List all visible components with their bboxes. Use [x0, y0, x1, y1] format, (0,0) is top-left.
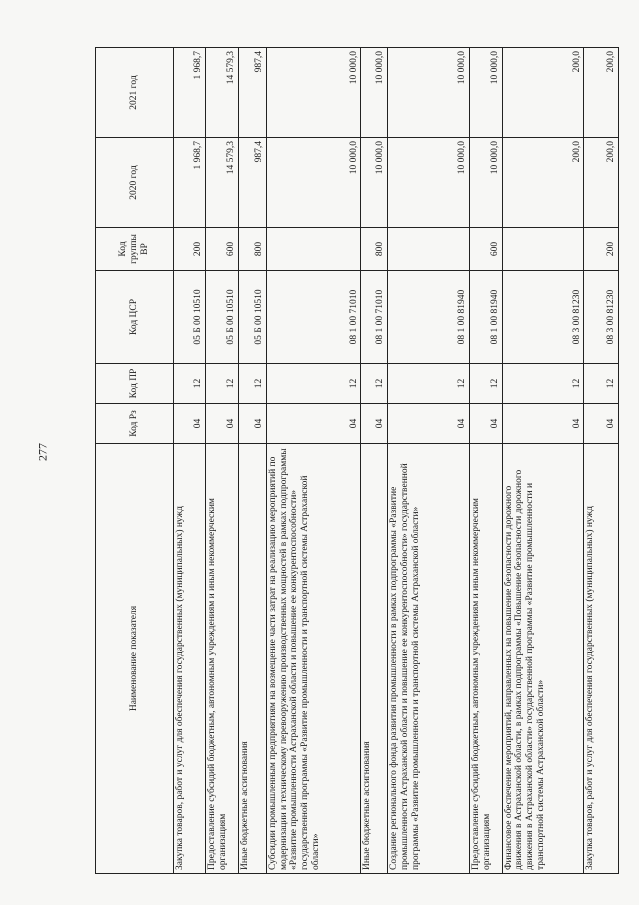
row-name: Финансовое обеспечение мероприятий, направленных на повышение безопасности дорожного движения в Астраханской области, в рамках подпрограммы «Повышение безопасности дорожного движения в Астраханской области» государственной программы «Развитие промышленности и транспортной системы Астраханской области» — [502, 444, 584, 874]
row-2021: 1 968,7 — [174, 48, 206, 138]
row-pr: 12 — [584, 364, 619, 404]
row-name: Предоставление субсидий бюджетным, автономным учреждениям и иным некоммерческим организациям — [206, 444, 238, 874]
row-vr: 200 — [174, 228, 206, 271]
row-2021: 987,4 — [238, 48, 266, 138]
row-rz: 04 — [206, 404, 238, 444]
row-2020: 1 968,7 — [174, 138, 206, 228]
row-2020: 10 000,0 — [266, 138, 361, 228]
page-number: 277 — [35, 443, 50, 461]
row-2021: 14 579,3 — [206, 48, 238, 138]
row-rz: 04 — [388, 404, 470, 444]
table-row — [238, 48, 266, 874]
row-name: Субсидии промышленным предприятиям на возмещение части затрат на реализацию мероприятий по модернизации и техническому перевооружению производственных мощностей в рамках подпрограммы «Развитие промышленности Астраханской области и повышение ее конкурентоспособности» государственной программы «Развитие промышленности и транспортной системы Астраханской области» — [266, 444, 361, 874]
row-csr: 08 1 00 81940 — [388, 271, 470, 364]
row-pr: 12 — [266, 364, 361, 404]
header-vr: Код группы ВР — [96, 228, 174, 271]
row-vr: 600 — [470, 228, 502, 271]
row-2020: 200,0 — [584, 138, 619, 228]
row-rz: 04 — [361, 404, 388, 444]
header-2020: 2020 год — [96, 138, 174, 228]
row-pr: 12 — [502, 364, 584, 404]
table-row — [206, 48, 238, 874]
row-csr: 05 Б 00 10510 — [238, 271, 266, 364]
row-2020: 10 000,0 — [388, 138, 470, 228]
rotated-page — [95, 48, 619, 874]
row-2021: 10 000,0 — [361, 48, 388, 138]
row-pr: 12 — [470, 364, 502, 404]
row-name: Иные бюджетные ассигнования — [238, 444, 266, 874]
row-rz: 04 — [470, 404, 502, 444]
row-2020: 987,4 — [238, 138, 266, 228]
row-csr: 08 1 00 71010 — [361, 271, 388, 364]
table-row — [361, 48, 388, 874]
row-name: Иные бюджетные ассигнования — [361, 444, 388, 874]
table-row — [584, 48, 619, 874]
row-2020: 10 000,0 — [361, 138, 388, 228]
row-rz: 04 — [238, 404, 266, 444]
row-name: Закупка товаров, работ и услуг для обеспечения государственных (муниципальных) нужд — [584, 444, 619, 874]
row-pr: 12 — [174, 364, 206, 404]
header-name: Наименование показателя — [96, 444, 174, 874]
row-2021: 10 000,0 — [470, 48, 502, 138]
row-2021: 10 000,0 — [266, 48, 361, 138]
header-csr: Код ЦСР — [96, 271, 174, 364]
row-pr: 12 — [238, 364, 266, 404]
header-2021: 2021 год — [96, 48, 174, 138]
row-2021: 10 000,0 — [388, 48, 470, 138]
table-row — [388, 48, 470, 874]
row-pr: 12 — [361, 364, 388, 404]
row-2021: 200,0 — [502, 48, 584, 138]
row-csr: 08 1 00 71010 — [266, 271, 361, 364]
row-name: Закупка товаров, работ и услуг для обеспечения государственных (муниципальных) нужд — [174, 444, 206, 874]
row-vr — [266, 228, 361, 271]
row-vr — [388, 228, 470, 271]
row-vr: 800 — [238, 228, 266, 271]
row-vr — [502, 228, 584, 271]
row-rz: 04 — [584, 404, 619, 444]
row-pr: 12 — [388, 364, 470, 404]
table-row — [266, 48, 361, 874]
row-2020: 14 579,3 — [206, 138, 238, 228]
header-pr: Код ПР — [96, 364, 174, 404]
budget-table — [95, 47, 619, 874]
row-vr: 800 — [361, 228, 388, 271]
row-2020: 200,0 — [502, 138, 584, 228]
row-rz: 04 — [266, 404, 361, 444]
row-csr: 08 1 00 81940 — [470, 271, 502, 364]
table-row — [174, 48, 206, 874]
row-vr: 600 — [206, 228, 238, 271]
row-name: Предоставление субсидий бюджетным, автономным учреждениям и иным некоммерческим организациям — [470, 444, 502, 874]
table-row — [502, 48, 584, 874]
row-rz: 04 — [502, 404, 584, 444]
header-rz: Код Рз — [96, 404, 174, 444]
row-vr: 200 — [584, 228, 619, 271]
table-header-row — [96, 48, 174, 874]
row-name: Создание регионального фонда развития промышленности в рамках подпрограммы «Развитие промышленности Астраханской области и повышение ее конкурентоспособности» государственной программы «Развитие промышленности и транспортной системы Астраханской области» — [388, 444, 470, 874]
row-rz: 04 — [174, 404, 206, 444]
row-csr: 08 3 00 81230 — [502, 271, 584, 364]
table-row — [470, 48, 502, 874]
row-2020: 10 000,0 — [470, 138, 502, 228]
row-pr: 12 — [206, 364, 238, 404]
row-csr: 05 Б 00 10510 — [206, 271, 238, 364]
row-csr: 08 3 00 81230 — [584, 271, 619, 364]
row-csr: 05 Б 00 10510 — [174, 271, 206, 364]
row-2021: 200,0 — [584, 48, 619, 138]
